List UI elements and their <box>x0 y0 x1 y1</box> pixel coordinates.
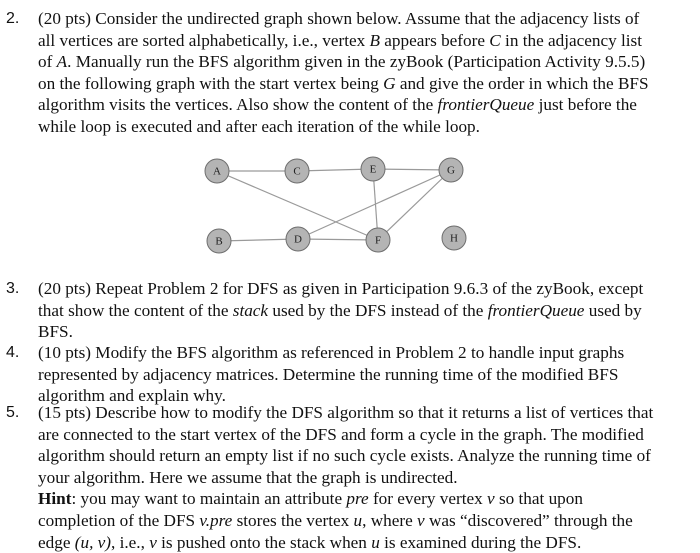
graph-node-label: B <box>215 235 223 248</box>
text-line: algorithm and explain why. <box>38 386 226 406</box>
text-line: algorithm visits the vertices. Also show the content of the frontierQueue just before the <box>38 95 637 115</box>
text-line: your algorithm. Here we assume that the graph is undirected. <box>38 467 458 487</box>
graph-figure <box>195 152 480 252</box>
text-line: completion of the DFS v.pre stores the vertex u, where v was “discovered” through the <box>38 510 633 530</box>
text-line: all vertices are sorted alphabetically, i.e., vertex B appears before C in the adjacency list <box>38 30 643 50</box>
graph-node-a <box>205 159 229 183</box>
graph-node-label: E <box>369 163 377 176</box>
text-line: algorithm should return an empty list if no such cycle exists. Analyze the running time of <box>38 446 651 466</box>
text-line: (15 pts) Describe how to modify the DFS algorithm so that it returns a list of vertices that <box>38 403 654 422</box>
problem-number: 5. <box>6 404 20 421</box>
graph-node-b <box>207 229 231 253</box>
graph-edge-f-g <box>378 170 451 240</box>
text-line: (20 pts) Consider the undirected graph shown below. Assume that the adjacency lists of <box>38 9 640 28</box>
problem-text <box>38 8 696 138</box>
graph-edges <box>217 169 451 241</box>
text-line: represented by adjacency matrices. Determine the running time of the modified BFS <box>38 364 619 384</box>
problem-text <box>38 342 696 407</box>
text-line: that show the content of the stack used by the DFS instead of the frontierQueue used by <box>38 300 642 320</box>
graph-node-e <box>361 157 385 181</box>
text-line: are connected to the start vertex of the DFS and form a cycle in the graph. The modified <box>38 424 644 444</box>
text-line: (20 pts) Repeat Problem 2 for DFS as given in Participation 9.6.3 of the zyBook, except <box>38 279 644 298</box>
graph-svg <box>195 152 480 252</box>
graph-node-label: A <box>213 165 221 178</box>
problem-number: 3. <box>6 280 20 297</box>
problem-text <box>38 278 696 343</box>
problem-number: 2. <box>6 10 20 27</box>
graph-node-c <box>285 159 309 183</box>
graph-node-label: F <box>374 234 382 247</box>
text-line: Hint: you may want to maintain an attribute pre for every vertex v so that upon <box>38 489 583 509</box>
graph-node-label: D <box>294 233 302 246</box>
graph-node-label: G <box>447 164 455 177</box>
text-line: while loop is executed and after each iteration of the while loop. <box>38 116 480 136</box>
text-line: edge (u, v), i.e., v is pushed onto the stack when u is examined during the DFS. <box>38 532 582 552</box>
graph-node-h <box>442 226 466 250</box>
text-line: on the following graph with the start vertex being G and give the order in which the BFS <box>38 73 649 93</box>
problem-text <box>38 402 696 553</box>
text-line: BFS. <box>38 322 73 342</box>
graph-node-d <box>286 227 310 251</box>
problem-number: 4. <box>6 344 20 361</box>
text-line: of A. Manually run the BFS algorithm given in the zyBook (Participation Activity 9.5.5) <box>38 52 646 72</box>
graph-node-f <box>366 228 390 252</box>
text-line: (10 pts) Modify the BFS algorithm as referenced in Problem 2 to handle input graphs <box>38 343 625 362</box>
graph-node-g <box>439 158 463 182</box>
graph-node-label: H <box>450 232 458 245</box>
graph-node-label: C <box>293 165 301 178</box>
